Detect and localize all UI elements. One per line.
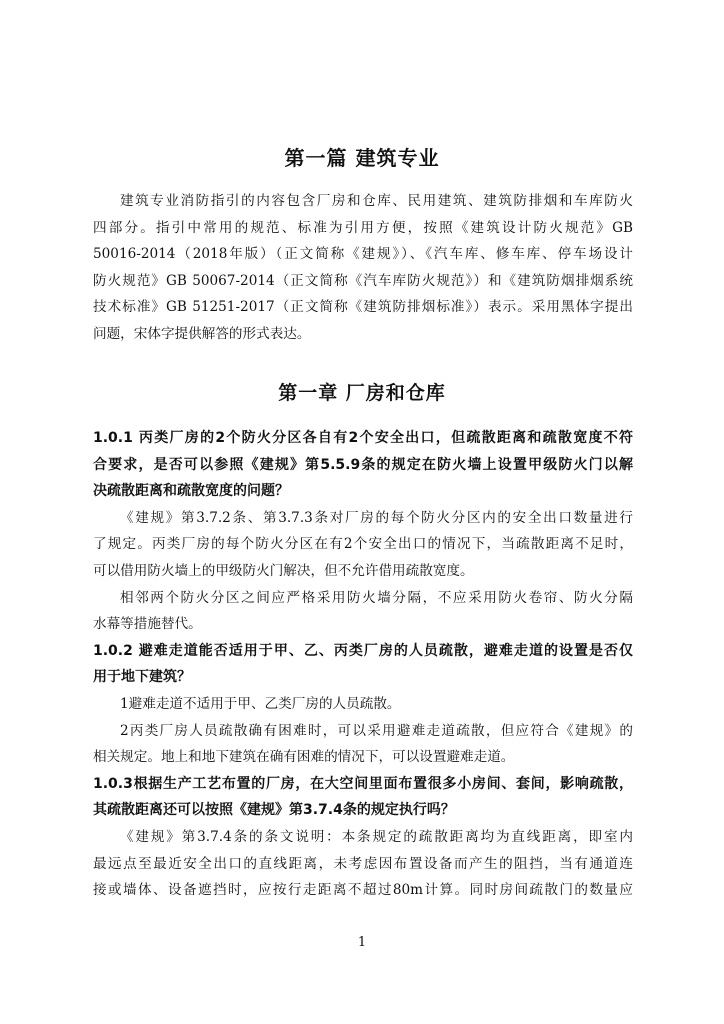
answer-line: 了规定。丙类厂房的每个防火分区在有2个安全出口的情况下，当疏散距离不足时， [93, 536, 633, 553]
chapter-body [93, 425, 633, 904]
page-number: 1 [357, 935, 367, 950]
chapter-title: 第一章 厂房和仓库 [278, 382, 446, 404]
part-title: 第一篇 建筑专业 [284, 146, 440, 170]
answer-2 [93, 691, 633, 771]
question-line: 合要求，是否可以参照《建规》第5.5.9条的规定在防火墙上设置甲级防火门以解 [93, 456, 633, 473]
intro-line: 四部分。指引中常用的规范、标准为引用方便，按照《建筑设计防火规范》GB [93, 219, 633, 236]
answer-line: 《建规》第3.7.4条的条文说明：本条规定的疏散距离均为直线距离，即室内 [120, 828, 633, 845]
answer-1 [93, 505, 633, 638]
question-line: 决疏散距离和疏散宽度的问题？ [93, 483, 289, 500]
answer-line: 可以借用防火墙上的甲级防火门解决，但不允许借用疏散宽度。 [93, 562, 474, 579]
answer-line: 最远点至最近安全出口的直线距离，未考虑因布置设备而产生的阻挡，当有通道连 [93, 855, 633, 872]
intro-line: 技术标准》GB 51251-2017（正文简称《建筑防排烟标准》）表示。采用黑体字提出 [93, 299, 633, 316]
answer-line: 接或墙体、设备遮挡时，应按行走距离不超过80m计算。同时房间疏散门的数量应 [93, 882, 633, 899]
intro-line: 问题，宋体字提供解答的形式表达。 [93, 325, 311, 342]
question-line: 1.0.2 避难走道能否适用于甲、乙、丙类厂房的人员疏散，避难走道的设置是否仅 [93, 642, 633, 659]
answer-3 [93, 824, 633, 904]
answer-line: 2丙类厂房人员疏散确有困难时，可以采用避难走道疏散，但应符合《建规》的 [120, 722, 633, 739]
question-3 [93, 771, 633, 824]
question-line: 用于地下建筑？ [93, 669, 191, 686]
answer-line: 相关规定。地上和地下建筑在确有困难的情况下，可以设置避难走道。 [93, 749, 515, 766]
answer-line: 水幕等措施替代。 [93, 616, 202, 633]
answer-line: 相邻两个防火分区之间应严格采用防火墙分隔，不应采用防火卷帘、防火分隔 [120, 589, 633, 606]
question-line: 1.0.3根据生产工艺布置的厂房，在大空间里面布置很多小房间、套间，影响疏散， [93, 775, 633, 792]
question-line: 其疏散距离还可以按照《建规》第3.7.4条的规定执行吗？ [93, 802, 455, 819]
answer-line: 《建规》第3.7.2条、第3.7.3条对厂房的每个防火分区内的安全出口数量进行 [120, 509, 633, 526]
intro-line: 建筑专业消防指引的内容包含厂房和仓库、民用建筑、建筑防排烟和车库防火 [120, 193, 633, 209]
question-2 [93, 638, 633, 691]
intro-line: 50016-2014（2018年版）（正文简称《建规》）、《汽车库、修车库、停车场设计 [93, 246, 633, 263]
question-1 [93, 425, 633, 505]
answer-line: 1避难走道不适用于甲、乙类厂房的人员疏散。 [120, 695, 401, 712]
question-line: 1.0.1 丙类厂房的2个防火分区各自有2个安全出口，但疏散距离和疏散宽度不符 [93, 430, 633, 446]
intro-line: 防火规范》GB 50067-2014（正文简称《汽车库防火规范》）和《建筑防烟排烟系统 [93, 272, 633, 289]
intro-paragraph [93, 188, 633, 348]
